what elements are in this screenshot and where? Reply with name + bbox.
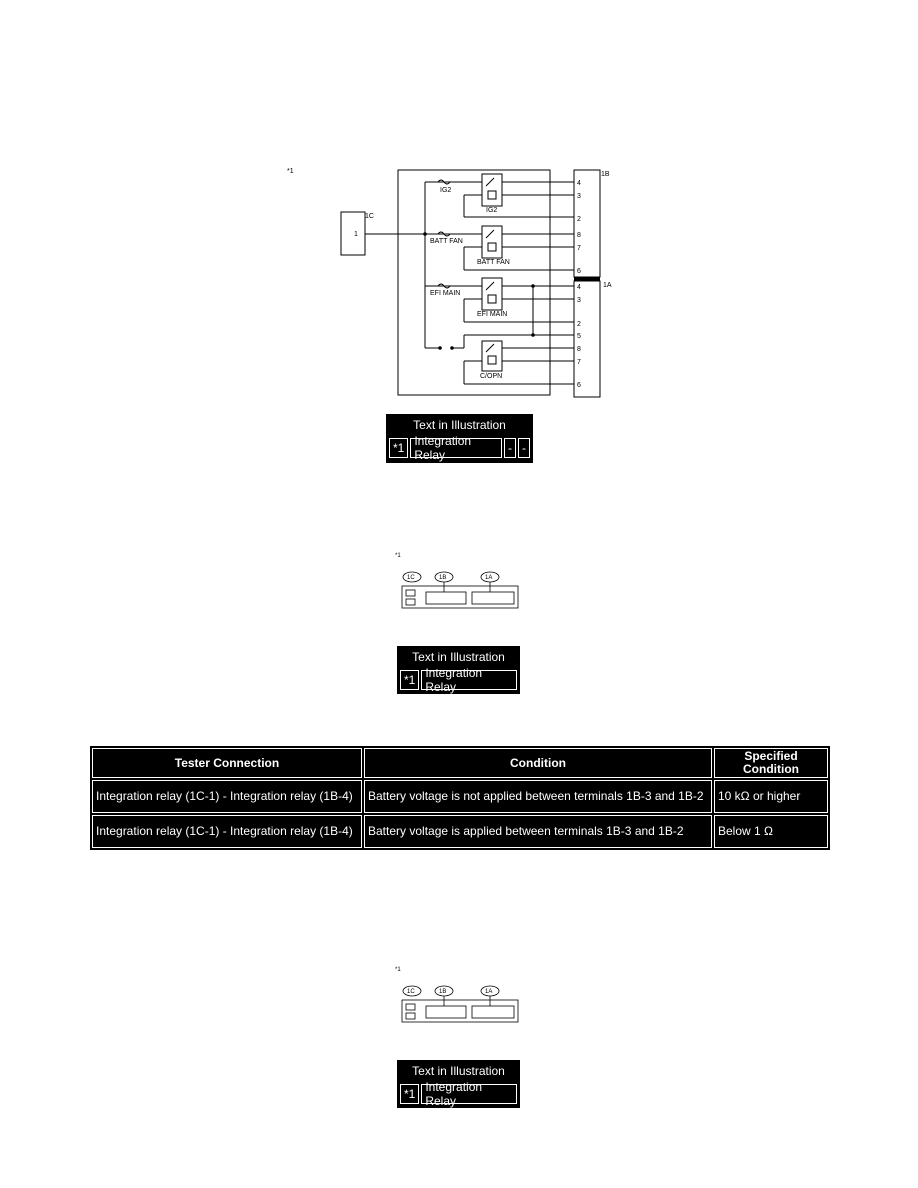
cell-condition: Battery voltage is applied between terminals 1B-3 and 1B-2 <box>364 815 712 848</box>
diagram-callout: *1 <box>287 168 294 175</box>
table-row <box>92 780 828 813</box>
connector-1a-label: 1A <box>603 282 612 289</box>
pin-1a-7: 7 <box>577 359 581 366</box>
figure2-label-1b: 1B <box>439 575 447 581</box>
integration-relay-circuit-diagram <box>0 0 918 410</box>
pin-1b-8: 8 <box>577 232 581 239</box>
header-condition: Condition <box>364 748 712 778</box>
connector-1c-pin: 1 <box>354 231 358 238</box>
relay-ig2-symbol <box>482 174 502 206</box>
specified-condition-table <box>90 746 830 850</box>
pin-1a-5: 5 <box>577 333 581 340</box>
connector-1c-outline <box>341 212 365 255</box>
relay-efi-main-label: EFI MAIN <box>477 311 508 318</box>
figure2-label-1a: 1A <box>485 575 493 581</box>
relay-batt-fan-symbol <box>482 226 502 258</box>
connector-1b-label: 1B <box>601 171 610 178</box>
figure2-label-1c: 1C <box>407 575 415 581</box>
figure2-callout: *1 <box>395 553 401 559</box>
legend-extra-2: - <box>518 438 530 458</box>
pin-1a-8: 8 <box>577 346 581 353</box>
legend-callout: *1 <box>389 438 408 458</box>
relay-ig2-label: IG2 <box>486 207 498 214</box>
pin-1b-3: 3 <box>577 193 581 200</box>
legend-title: Text in Illustration <box>412 650 505 664</box>
integration-relay-connector-view-1 <box>390 548 530 633</box>
relay-efi-main-symbol <box>482 278 502 310</box>
cell-tester-connection: Integration relay (1C-1) - Integration relay (1B-4) <box>92 780 362 813</box>
pin-1b-4: 4 <box>577 180 581 187</box>
fuse-ig2-label: IG2 <box>440 187 452 194</box>
legend-text-in-illustration-3 <box>397 1060 520 1108</box>
pin-1b-2: 2 <box>577 216 581 223</box>
relay-connector-body <box>402 1000 518 1022</box>
cell-specified-condition: 10 kΩ or higher <box>714 780 828 813</box>
cell-tester-connection: Integration relay (1C-1) - Integration relay (1B-4) <box>92 815 362 848</box>
figure3-callout: *1 <box>395 967 401 973</box>
legend-extra-1: - <box>504 438 516 458</box>
legend-callout: *1 <box>400 1084 419 1104</box>
legend-text-in-illustration-1 <box>386 414 533 463</box>
cell-specified-condition: Below 1 Ω <box>714 815 828 848</box>
table-row <box>92 815 828 848</box>
legend-label: Integration Relay <box>421 670 517 690</box>
connector-1c-label: 1C <box>365 213 374 220</box>
figure3-label-1a: 1A <box>485 989 493 995</box>
figure3-label-1b: 1B <box>439 989 447 995</box>
pin-1a-6: 6 <box>577 382 581 389</box>
header-tester-connection: Tester Connection <box>92 748 362 778</box>
header-specified-condition: Specified Condition <box>714 748 828 778</box>
cell-condition: Battery voltage is not applied between terminals 1B-3 and 1B-2 <box>364 780 712 813</box>
relay-batt-fan-label: BATT FAN <box>477 259 510 266</box>
fuse-efi-main-label: EFI MAIN <box>430 290 461 297</box>
pin-1b-7: 7 <box>577 245 581 252</box>
legend-title: Text in Illustration <box>412 1064 505 1078</box>
relay-connector-body <box>402 586 518 608</box>
legend-label: Integration Relay <box>410 438 502 458</box>
pin-1a-2: 2 <box>577 321 581 328</box>
legend-label: Integration Relay <box>421 1084 517 1104</box>
pin-1a-3: 3 <box>577 297 581 304</box>
legend-title: Text in Illustration <box>413 418 506 432</box>
integration-relay-connector-view-2 <box>390 962 530 1047</box>
figure3-label-1c: 1C <box>407 989 415 995</box>
legend-callout: *1 <box>400 670 419 690</box>
relay-copn-label: C/OPN <box>480 373 503 380</box>
legend-text-in-illustration-2 <box>397 646 520 694</box>
pin-1b-6: 6 <box>577 268 581 275</box>
pin-1a-4: 4 <box>577 284 581 291</box>
fuse-batt-fan-label: BATT FAN <box>430 238 463 245</box>
